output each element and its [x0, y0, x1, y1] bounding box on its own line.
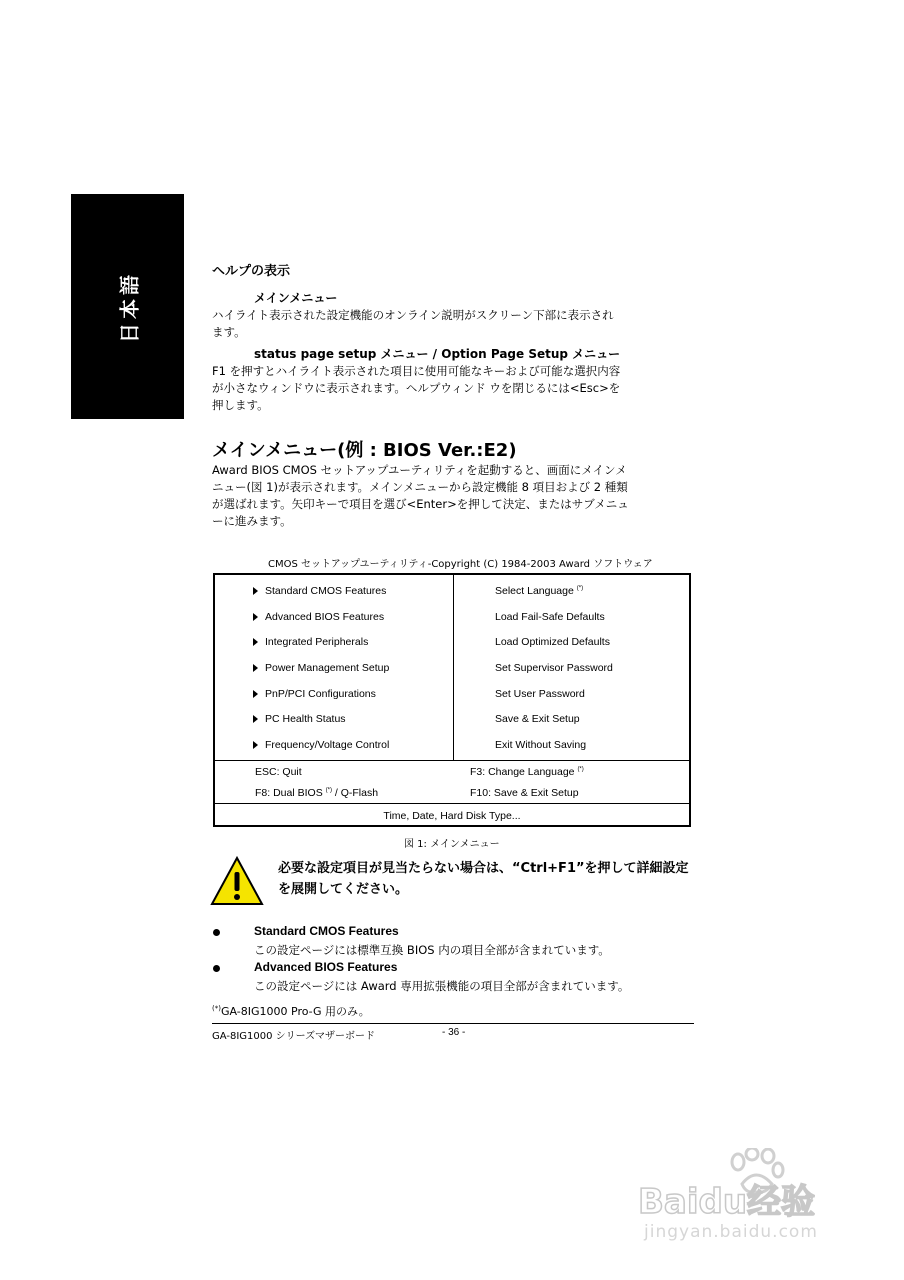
status-page-help-text: F1 を押すとハイライト表示された項目に使用可能なキーおよび可能な選択内容 が小さなウィンドウに表示されます。ヘルプウィンド ウを閉じるには<Esc>を 押します。	[212, 364, 621, 412]
menu-item-frequency-voltage: Frequency/Voltage Control	[253, 739, 389, 751]
bios-status-line: Time, Date, Hard Disk Type...	[383, 810, 521, 822]
footnote: (*)GA-8IG1000 Pro-G 用のみ。	[212, 1004, 370, 1018]
bios-main-menu-figure	[213, 573, 691, 827]
menu-item-supervisor-password: Set Supervisor Password	[495, 662, 613, 674]
arrow-right-icon	[253, 690, 258, 698]
help-heading: ヘルプの表示	[212, 264, 291, 279]
status-page-subheading: status page setup メニュー / Option Page Setup メニュー	[254, 347, 621, 361]
arrow-right-icon	[253, 638, 258, 646]
menu-item-user-password: Set User Password	[495, 688, 585, 700]
arrow-right-icon	[253, 613, 258, 621]
main-menu-subheading: メインメニュー	[254, 291, 338, 305]
warning-text: 必要な設定項目が見当たらない場合は、“Ctrl+F1”を押して詳細設定を展開してください。	[278, 861, 689, 897]
menu-item-select-language: Select Language (*)	[495, 585, 584, 597]
menu-column-divider	[453, 575, 454, 760]
footer-model: GA-8IG1000 シリーズマザーボード	[212, 1031, 375, 1042]
menu-item-pnp-pci: PnP/PCI Configurations	[253, 688, 376, 700]
menu-item-standard-cmos: Standard CMOS Features	[253, 585, 386, 597]
arrow-right-icon	[253, 741, 258, 749]
baidu-watermark	[638, 1148, 868, 1248]
menu-item-power-management: Power Management Setup	[253, 662, 389, 674]
figure-caption: 図 1: メインメニュー	[404, 839, 500, 850]
menu-key-divider	[215, 760, 689, 761]
footer-rule	[212, 1023, 694, 1024]
arrow-right-icon	[253, 664, 258, 672]
feature-desc-standard-cmos: この設定ページには標準互換 BIOS 内の項目全部が含まれています。	[254, 943, 610, 957]
menu-item-exit-without-saving: Exit Without Saving	[495, 739, 587, 751]
warning-icon	[210, 855, 264, 907]
bullet-icon	[213, 929, 220, 936]
main-menu-intro-text: Award BIOS CMOS セットアップユーティリティを起動すると、画面にメインメ ニュー(図 1)が表示されます。メインメニューから設定機能 8 項目および 2 種類 が選ばれます。矢印キーで項目を選び<Enter>を押して決定、またはサブメニュ ーに進みます。	[212, 463, 629, 528]
menu-item-save-exit: Save & Exit Setup	[495, 713, 580, 725]
watermark-url: jingyan.baidu.com	[644, 1222, 818, 1242]
bullet-icon	[213, 965, 220, 972]
key-f10-save-exit: F10: Save & Exit Setup	[470, 787, 579, 799]
menu-item-load-optimized: Load Optimized Defaults	[495, 636, 610, 648]
menu-item-pc-health: PC Health Status	[253, 713, 346, 725]
side-tab-label: 日本語	[117, 270, 141, 343]
key-f3-change-language: F3: Change Language (*)	[470, 766, 584, 778]
key-f8-dual-bios: F8: Dual BIOS (*) / Q-Flash	[255, 787, 379, 799]
arrow-right-icon	[253, 715, 258, 723]
page-number: - 36 -	[442, 1027, 466, 1038]
main-menu-heading: メインメニュー(例 : BIOS Ver.:E2)	[212, 440, 517, 461]
menu-item-integrated-peripherals: Integrated Peripherals	[253, 636, 368, 648]
menu-status-divider	[215, 803, 689, 804]
feature-desc-advanced-bios: この設定ページには Award 専用拡張機能の項目全部が含まれています。	[254, 979, 630, 993]
watermark-brand: Baidu经验	[638, 1182, 816, 1222]
feature-title-standard-cmos: Standard CMOS Features	[254, 924, 399, 938]
main-menu-help-text: ハイライト表示された設定機能のオンライン説明がスクリーン下部に表示され ます。	[212, 308, 614, 339]
feature-title-advanced-bios: Advanced BIOS Features	[254, 960, 398, 974]
menu-item-advanced-bios: Advanced BIOS Features	[253, 611, 384, 623]
arrow-right-icon	[253, 587, 258, 595]
bios-screen-caption: CMOS セットアップユーティリティ-Copyright (C) 1984-2003 Award ソフトウェア	[268, 559, 653, 570]
key-esc-quit: ESC: Quit	[255, 766, 302, 778]
language-side-tab	[71, 194, 184, 419]
menu-item-load-failsafe: Load Fail-Safe Defaults	[495, 611, 605, 623]
